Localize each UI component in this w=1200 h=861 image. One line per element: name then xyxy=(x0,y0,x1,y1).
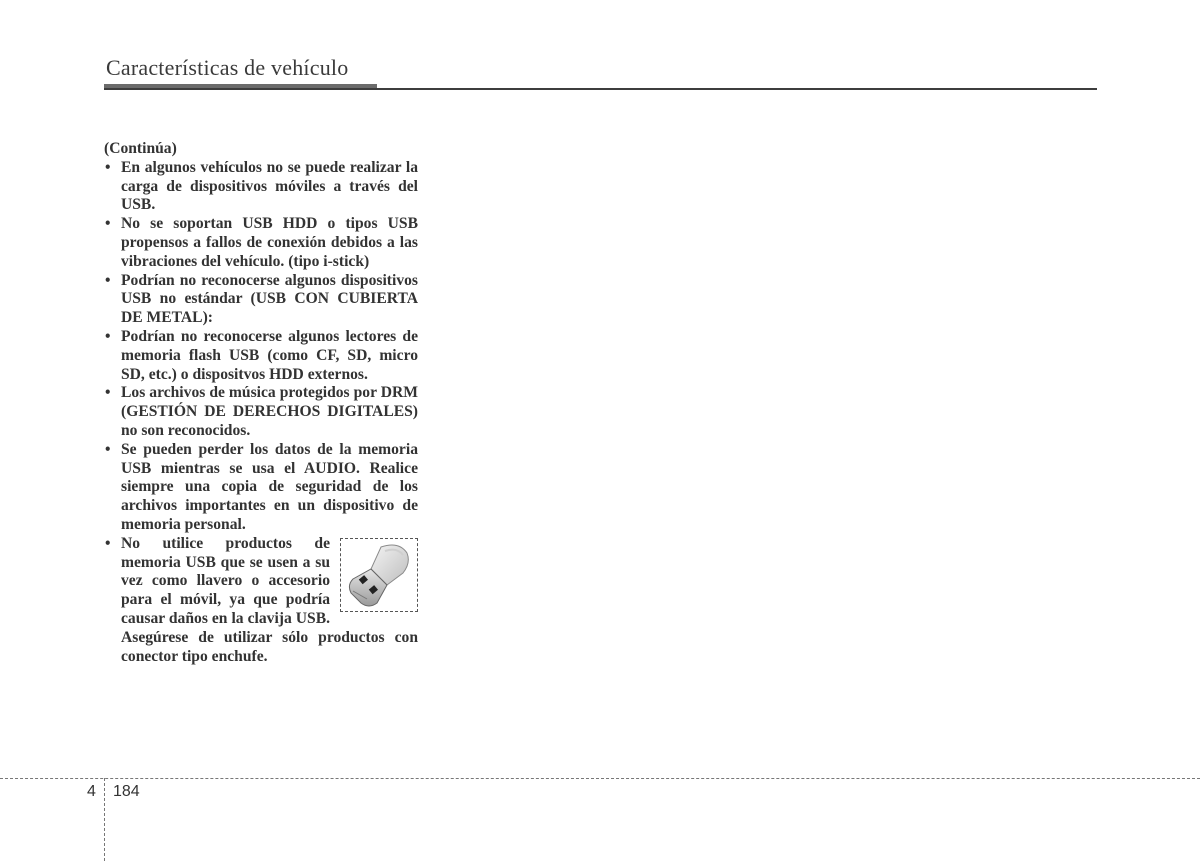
continued-label: (Continúa) xyxy=(104,140,177,157)
bullet-item: • Los archivos de música protegidos por DRM (GESTIÓN DE DERECHOS DIGITALES) no son reconocidos. xyxy=(104,384,418,440)
bullet-list xyxy=(104,159,418,667)
bullet-item: • Se pueden perder los datos de la memoria USB mientras se usa el AUDIO. Realice siempre una copia de seguridad de los archivos importantes en un dispositivo de memoria personal. xyxy=(104,441,418,535)
footer-rule xyxy=(0,778,1200,779)
chapter-number: 4 xyxy=(87,783,96,800)
usb-stick-icon xyxy=(340,538,418,612)
bullet-item: • En algunos vehículos no se puede realizar la carga de dispositivos móviles a través del USB. xyxy=(104,159,418,215)
header-rule xyxy=(104,88,1097,90)
footer-vertical-rule xyxy=(104,778,105,861)
bullet-item: • No se soportan USB HDD o tipos USB propensos a fallos de conexión debidos a las vibraciones del vehículo. (tipo i-stick) xyxy=(104,215,418,271)
bullet-item: • Podrían no reconocerse algunos dispositivos USB no estándar (USB CON CUBIERTA DE METAL): xyxy=(104,272,418,328)
page-number: 184 xyxy=(113,783,140,800)
bullet-item-with-image xyxy=(104,535,418,667)
page-title: Características de vehículo xyxy=(106,55,349,80)
content-column xyxy=(104,140,418,666)
bullet-item-text: No utilice productos de memoria USB que se usen a su vez como llavero o accesorio para el móvil, ya que podría causar daños en la clavija USB. Asegúrese de utilizar sólo productos con conector tipo enchufe. xyxy=(121,534,418,665)
bullet-item: • Podrían no reconocerse algunos lectores de memoria flash USB (como CF, SD, micro SD, etc.) o dispositvos HDD externos. xyxy=(104,328,418,384)
